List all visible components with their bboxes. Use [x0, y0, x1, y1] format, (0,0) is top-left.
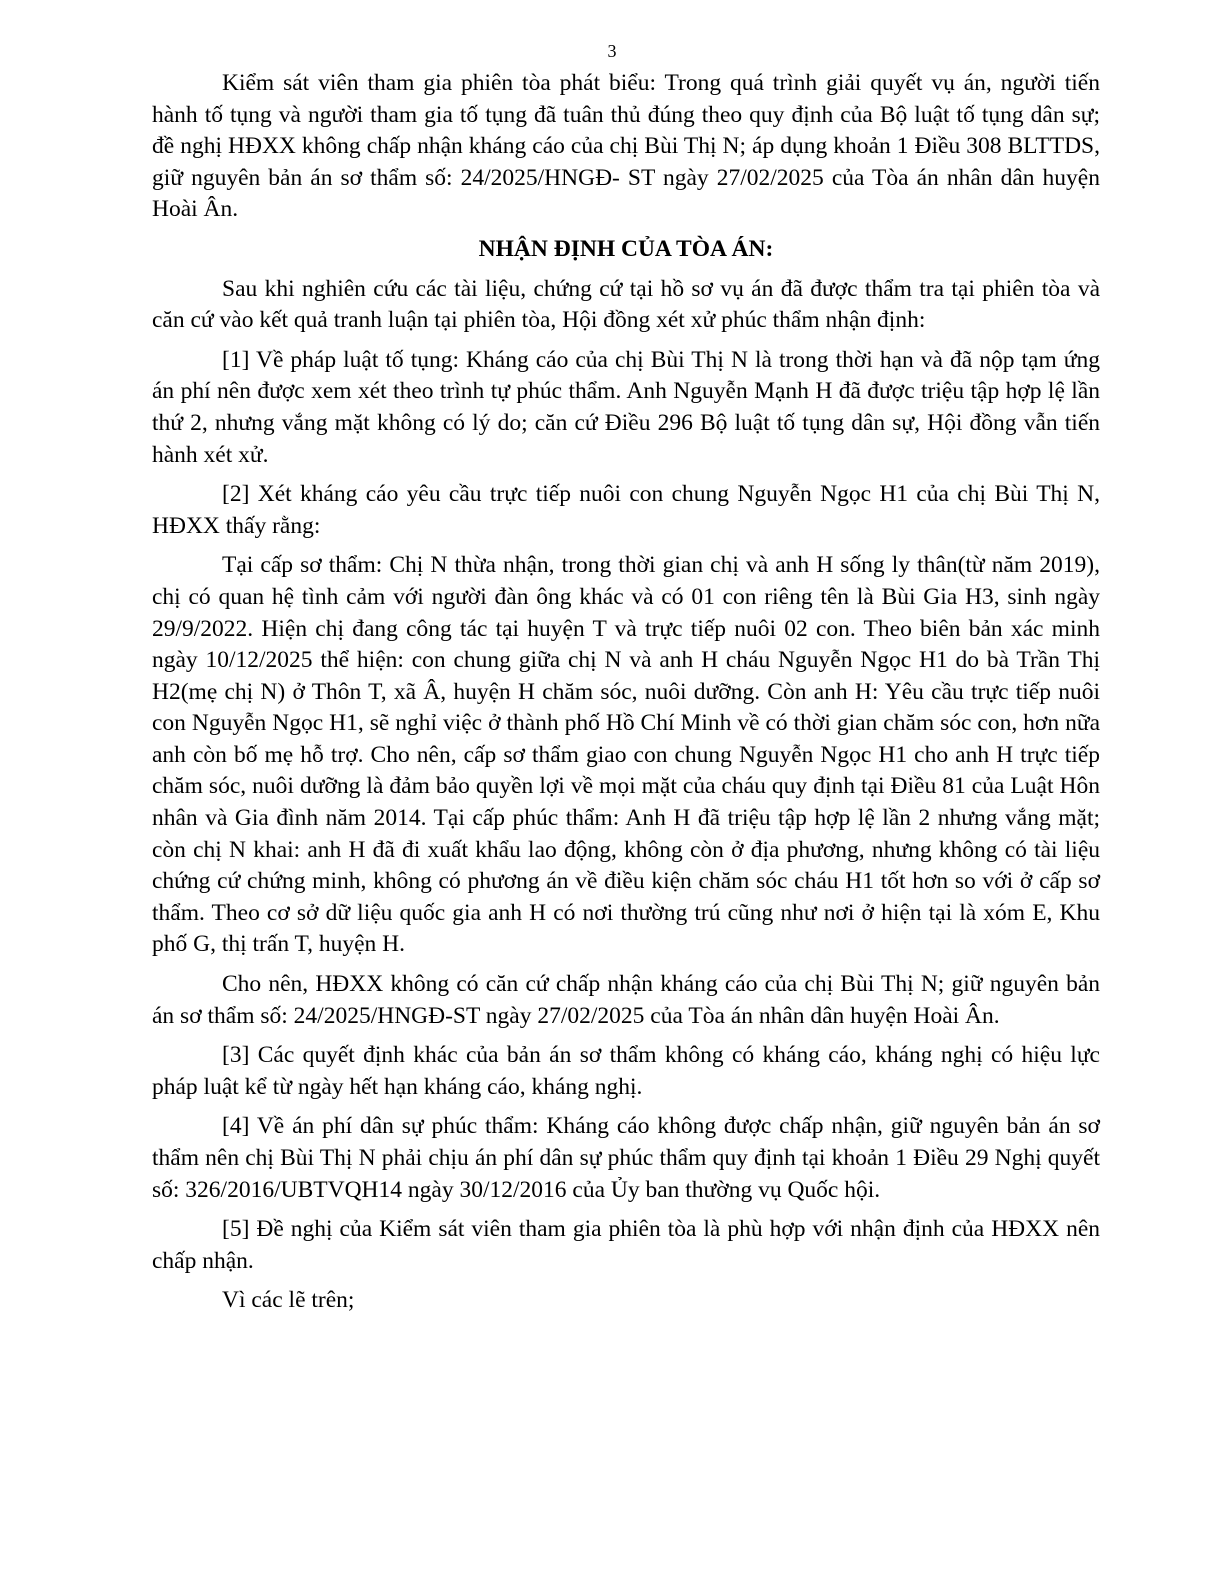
section-heading-court-findings: NHẬN ĐỊNH CỦA TÒA ÁN: — [478, 235, 774, 262]
conclusion-paragraph: Cho nên, HĐXX không có căn cứ chấp nhận kháng cáo của chị Bùi Thị N; giữ nguyên bản án sơ thẩm số: 24/2025/HNGĐ-ST ngày 27/02/2025 của Tòa án nhân dân huyện Hoài Ân. — [152, 971, 1100, 1029]
finding-5-prosecutor-proposal-paragraph: [5] Đề nghị của Kiểm sát viên tham gia phiên tòa là phù hợp với nhận định của HĐXX nên chấp nhận. — [152, 1216, 1100, 1274]
page-number: 3 — [607, 41, 617, 61]
finding-4-court-fee-paragraph: [4] Về án phí dân sự phúc thẩm: Kháng cáo không được chấp nhận, giữ nguyên bản án sơ thẩm nên chị Bùi Thị N phải chịu án phí dân sự phúc thẩm quy định tại khoản 1 Điều 29 Nghị quyết số: 326/2016/UBTVQH14 ngày 30/12/2016 của Ủy ban thường vụ Quốc hội. — [152, 1113, 1100, 1203]
first-instance-facts-paragraph: Tại cấp sơ thẩm: Chị N thừa nhận, trong thời gian chị và anh H sống ly thân(từ năm 2019), chị có quan hệ tình cảm với người đàn ông khác và có 01 con riêng tên là Bùi Gia H3, sinh ngày 29/9/2022. Hiện chị đang công tác tại huyện T và trực tiếp nuôi 02 con. Theo biên bản xác minh ngày 10/12/2025 thể hiện: con chung giữa chị N và anh H cháu Nguyễn Ngọc H1 do bà Trần Thị H2(mẹ chị N) ở Thôn T, xã Â, huyện H chăm sóc, nuôi dưỡng. Còn anh H: Yêu cầu trực tiếp nuôi con Nguyễn Ngọc H1, sẽ nghỉ việc ở thành phố Hồ Chí Minh về có thời gian chăm sóc con, hơn nữa anh còn bố mẹ hỗ trợ. Cho nên, cấp sơ thẩm giao con chung Nguyễn Ngọc H1 cho anh H trực tiếp chăm sóc, nuôi dưỡng là đảm bảo quyền lợi về mọi mặt của cháu quy định tại Điều 81 của Luật Hôn nhân và Gia đình năm 2014. Tại cấp phúc thẩm: Anh H đã triệu tập hợp lệ lần 2 nhưng vắng mặt; còn chị N khai: anh H đã đi xuất khẩu lao động, không còn ở địa phương, nhưng không có tài liệu chứng cứ chứng minh, không có phương án về điều kiện chăm sóc cháu H1 tốt hơn so với ở cấp sơ thẩm. Theo cơ sở dữ liệu quốc gia anh H có nơi thường trú cũng như nơi ở hiện tại là xóm E, Khu phố G, thị trấn T, huyện H. — [152, 552, 1100, 958]
finding-1-procedure-paragraph: [1] Về pháp luật tố tụng: Kháng cáo của chị Bùi Thị N là trong thời hạn và đã nộp tạm ứng án phí nên được xem xét theo trình tự phúc thẩm. Anh Nguyễn Mạnh H đã được triệu tập hợp lệ lần thứ 2, nhưng vắng mặt không có lý do; căn cứ Điều 296 Bộ luật tố tụng dân sự, Hội đồng vẫn tiến hành xét xử. — [152, 346, 1100, 468]
findings-intro-paragraph: Sau khi nghiên cứu các tài liệu, chứng cứ tại hồ sơ vụ án đã được thẩm tra tại phiên tòa và căn cứ vào kết quả tranh luận tại phiên tòa, Hội đồng xét xử phúc thẩm nhận định: — [152, 275, 1100, 334]
finding-2-appeal-paragraph: [2] Xét kháng cáo yêu cầu trực tiếp nuôi con chung Nguyễn Ngọc H1 của chị Bùi Thị N, HĐXX thấy rằng: — [152, 481, 1100, 539]
finding-3-other-decisions-paragraph: [3] Các quyết định khác của bản án sơ thẩm không có kháng cáo, kháng nghị có hiệu lực pháp luật kể từ ngày hết hạn kháng cáo, kháng nghị. — [152, 1042, 1100, 1100]
closing-phrase-paragraph: Vì các lẽ trên; — [222, 1287, 355, 1314]
document-body — [152, 68, 1100, 1325]
prosecutor-statement-paragraph: Kiểm sát viên tham gia phiên tòa phát biểu: Trong quá trình giải quyết vụ án, người tiến hành tố tụng và người tham gia tố tụng đã tuân thủ đúng theo quy định của Bộ luật tố tụng dân sự; đề nghị HĐXX không chấp nhận kháng cáo của chị Bùi Thị N; áp dụng khoản 1 Điều 308 BLTTDS, giữ nguyên bản án sơ thẩm số: 24/2025/HNGĐ- ST ngày 27/02/2025 của Tòa án nhân dân huyện Hoài Ân. — [152, 70, 1100, 223]
